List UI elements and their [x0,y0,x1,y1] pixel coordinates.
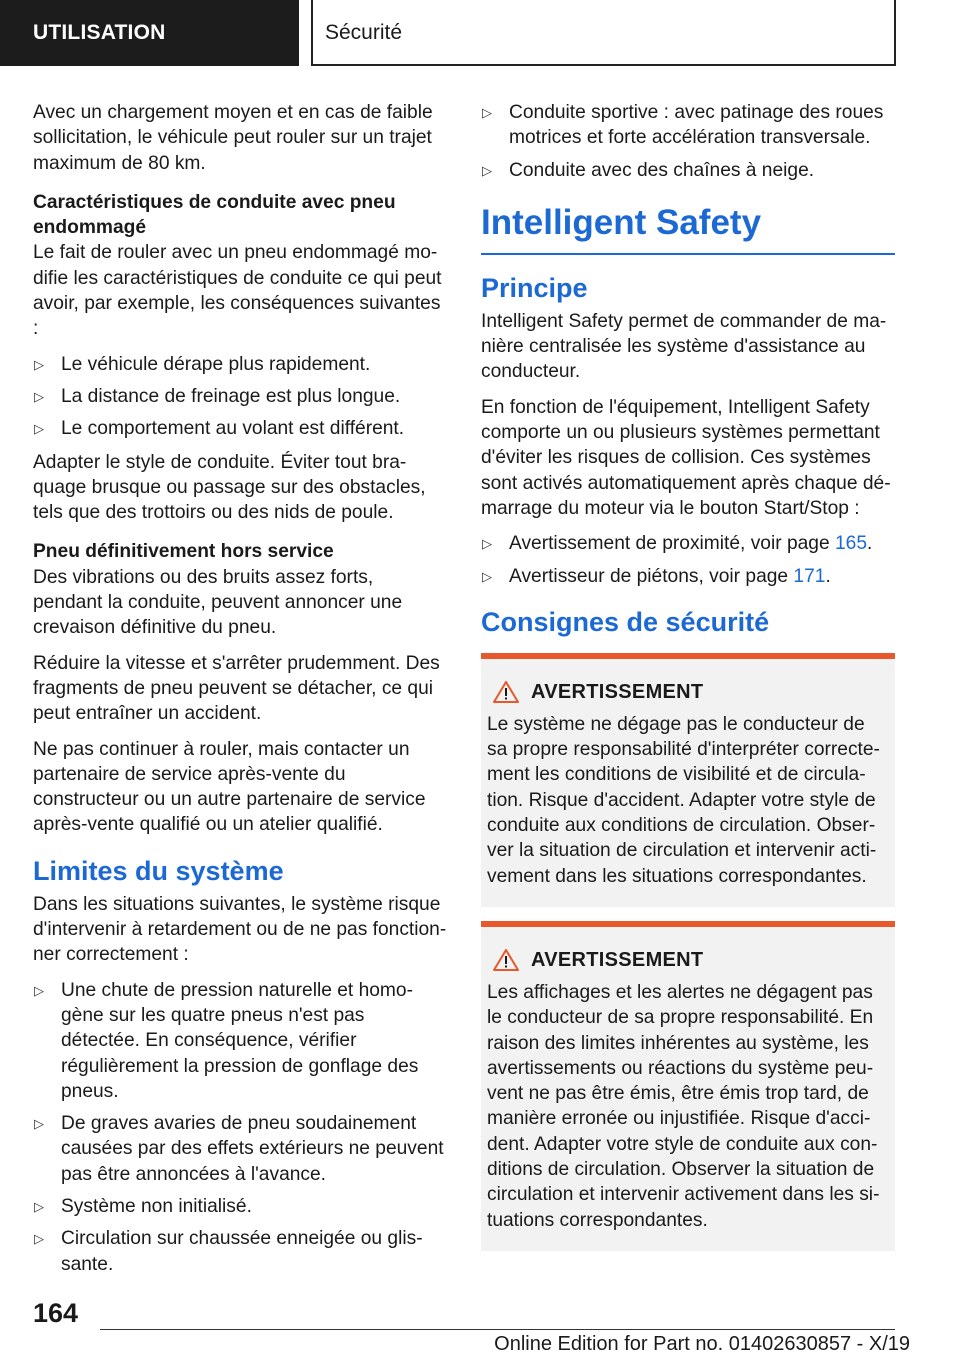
paragraph: Des vibrations ou des bruits assez forts, pendant la conduite, peuvent annoncer une crevaison définitive du pneu. [33,566,403,639]
section-heading-limits: Limites du système [33,855,284,886]
paragraph: Intelligent Safety permet de commander de manière centralisée les système d'assistance au conducteur. [481,310,887,383]
subheading: Pneu définitivement hors service [33,541,334,563]
bullet-list [481,531,895,589]
list-item: ▷ La distance de freinage est plus longue. [33,384,447,409]
page-number: 164 [33,1298,79,1328]
warning-title [487,681,887,704]
bullet-list [33,352,447,442]
triangle-bullet-icon: ▷ [34,421,44,437]
page-header [0,0,960,66]
list-item: ▷ Une chute de pression naturelle et homogène sur les quatre pneus n'est pas détectée. En conséquence, vérifier régulièrement la pression de gonflage des pneus. [34,979,419,1102]
paragraph: En fonction de l'équipement, Intelligent Safety comporte un ou plusieurs systèmes permettant d'éviter les risques de collision. Ces systèmes sont activés automatiquement après chaque démarrage du moteur via le bouton Start/Stop : [481,396,891,519]
paragraph: Ne pas continuer à rouler, mais contacter un partenaire de service après-vente du constructeur ou un autre partenaire de service après-vente qualifié ou un atelier qualifié. [33,738,426,836]
page-link-171[interactable]: 171 [793,565,826,587]
triangle-bullet-icon: ▷ [34,982,44,998]
bullet-list [33,978,447,1277]
triangle-bullet-icon: ▷ [34,356,44,372]
warning-label: AVERTISSEMENT [531,948,704,971]
warning-text: Les affichages et les alertes ne dégagent pas le conducteur de sa propre responsabilité. En raison des limites inhérentes au système, les avertissements ou réactions du système peuvent ne pas être émis, être émis trop tard, de manière erronée ou injustifiée. Risque d'accident. Adapter votre style de conduite aux conditions de circulation. Observer la situation de circulation et intervenir activement dans les situations correspondantes. [487,981,880,1231]
footer-edition: Online Edition for Part no. 01402630857 - X/19 [494,1333,910,1355]
warning-title [487,949,887,972]
list-item: ▷ Conduite sportive : avec patinage des roues motrices et forte accélération transversale. [482,102,884,149]
list-item: ▷ Circulation sur chaussée enneigée ou glissante. [34,1228,423,1275]
triangle-bullet-icon: ▷ [482,568,492,584]
list-item: ▷ Le comportement au volant est différent. [33,416,447,441]
list-item: ▷ Avertisseur de piétons, voir page 171. [481,564,895,589]
warning-triangle-icon [493,949,519,971]
chapter-tab: Sécurité [311,0,896,66]
warning-label: AVERTISSEMENT [531,680,704,703]
paragraph: Le fait de rouler avec un pneu endommagé modifie les caractéristiques de conduite ce qui peut avoir, par exemple, les conséquences suivantes : [33,242,442,340]
list-item: ▷ De graves avaries de pneu soudainement causées par des effets extérieurs ne peuvent pas être annoncées à l'avance. [34,1113,444,1185]
subheading: Caractéristiques de conduite avec pneu endommagé [33,191,396,239]
chapter-heading: Intelligent Safety [481,201,895,255]
bullet-list [481,100,895,183]
section-heading-principe: Principe [481,272,588,303]
triangle-bullet-icon: ▷ [482,536,492,552]
triangle-bullet-icon: ▷ [34,1198,44,1214]
list-item: ▷ Le véhicule dérape plus rapidement. [33,352,447,377]
left-column [33,100,447,1285]
paragraph: Réduire la vitesse et s'arrêter prudemment. Des fragments de pneu peuvent se détacher, ce qui peut entraîner un accident. [33,652,440,725]
list-item: ▷ Conduite avec des chaînes à neige. [481,158,895,183]
page-link-165[interactable]: 165 [834,533,867,555]
section-heading-consignes: Consignes de sécurité [481,606,770,637]
warning-box [481,653,895,907]
warning-box [481,921,895,1251]
list-item: ▷ Avertissement de proximité, voir page 165. [481,531,895,556]
triangle-bullet-icon: ▷ [34,1116,44,1132]
paragraph: Avec un chargement moyen et en cas de faible sollicitation, le véhicule peut rouler sur un trajet maximum de 80 km. [33,102,433,174]
section-tab: UTILISATION [0,0,299,66]
warning-triangle-icon [493,681,519,703]
right-column [481,100,895,1265]
list-item: ▷ Système non initialisé. [33,1194,447,1219]
triangle-bullet-icon: ▷ [482,105,492,120]
warning-text: Le système ne dégage pas le conducteur de sa propre responsabilité d'interpréter correctement les conditions de visibilité et de circulation. Risque d'accident. Adapter votre style de conduite aux conditions de circulation. Observer la situation de circulation et intervenir activement dans les situations correspondantes. [487,713,880,887]
triangle-bullet-icon: ▷ [34,1231,44,1247]
paragraph: Adapter le style de conduite. Éviter tout braquage brusque ou passage sur des obstacles, tels que des trottoirs ou des nids de poule. [33,451,426,524]
triangle-bullet-icon: ▷ [34,388,44,404]
paragraph: Dans les situations suivantes, le système risque d'intervenir à retardement ou de ne pas fonctionner correctement : [33,893,447,966]
footer-divider [100,1329,895,1330]
triangle-bullet-icon: ▷ [482,162,492,178]
